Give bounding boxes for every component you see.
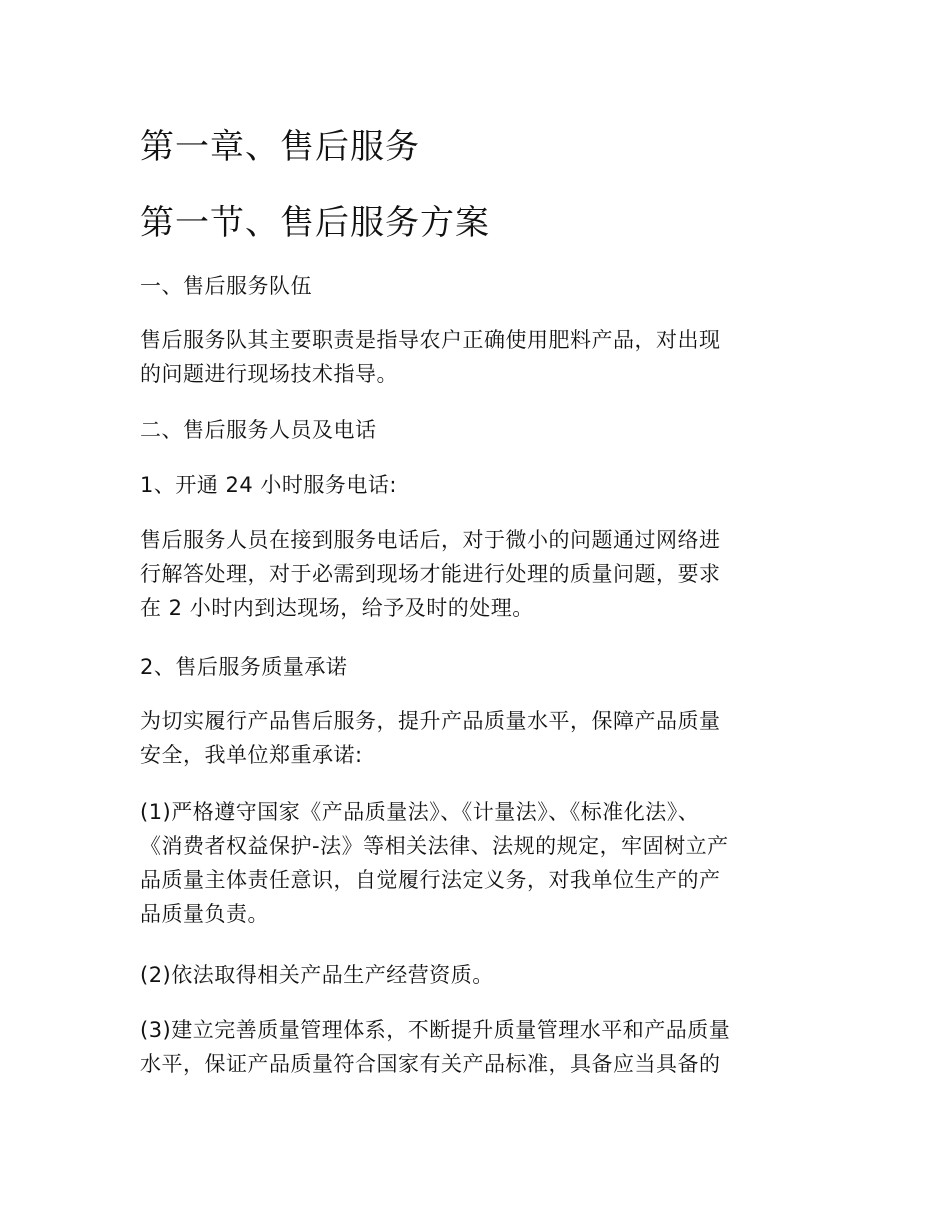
section-title: 第一节、售后服务方案	[140, 203, 490, 243]
text-line: 品质量主体责任意识，自觉履行法定义务，对我单位生产的产	[140, 868, 721, 892]
text-line: 水平，保证产品质量符合国家有关产品标准，具备应当具备的	[140, 1052, 721, 1076]
text-line: 售后服务人员在接到服务电话后，对于微小的问题通过网络进	[140, 528, 721, 552]
team-heading: 一、售后服务队伍	[140, 274, 312, 298]
text-line: 的问题进行现场技术指导。	[140, 362, 398, 386]
promise-heading: 2、售后服务质量承诺	[140, 655, 348, 679]
text-line: 《消费者权益保护-法》等相关法律、法规的规定，牢固树立产	[140, 834, 729, 858]
text-line: 为切实履行产品售后服务，提升产品质量水平，保障产品质量	[140, 709, 721, 733]
promise-item-2: (2)依法取得相关产品生产经营资质。	[140, 963, 494, 987]
promise-item-1	[140, 795, 729, 931]
promise-intro	[140, 704, 721, 772]
staff-heading: 二、售后服务人员及电话	[140, 418, 377, 442]
text-line: (3)建立完善质量管理体系，不断提升质量管理水平和产品质量	[140, 1018, 731, 1042]
team-paragraph	[140, 323, 721, 391]
hotline-paragraph	[140, 523, 721, 625]
hotline-heading: 1、开通 24 小时服务电话:	[140, 473, 398, 497]
text-line: 行解答处理，对于必需到现场才能进行处理的质量问题，要求	[140, 562, 721, 586]
text-line: 售后服务队其主要职责是指导农户正确使用肥料产品，对出现	[140, 328, 721, 352]
text-line: 安全，我单位郑重承诺:	[140, 743, 363, 767]
promise-item-3	[140, 1013, 730, 1081]
text-line: 在 2 小时内到达现场，给予及时的处理。	[140, 596, 534, 620]
chapter-title: 第一章、售后服务	[140, 127, 420, 167]
text-line: 品质量负责。	[140, 902, 269, 926]
text-line: (1)严格遵守国家《产品质量法》、《计量法》、《标准化法》、	[140, 800, 700, 824]
